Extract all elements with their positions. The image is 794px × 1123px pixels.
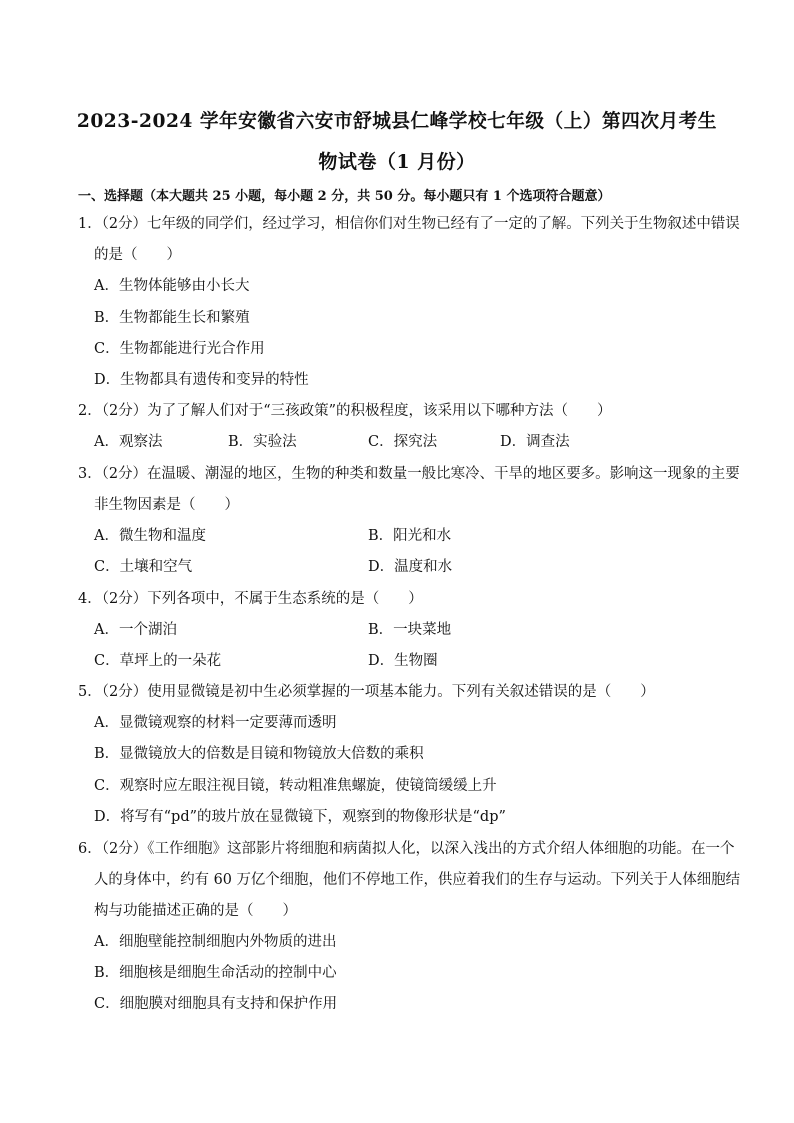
question-3-option-a: A．微生物和温度 — [94, 528, 206, 544]
question-6-stem-line-3: 构与功能描述正确的是（ ） — [94, 903, 297, 919]
question-5-option-a: A．显微镜观察的材料一定要薄而透明 — [94, 715, 337, 731]
question-4-option-d: D．生物圈 — [368, 653, 438, 669]
question-2-stem-line-1: 2．（2分）为了了解人们对于“三孩政策”的积极程度，该采用以下哪种方法（ ） — [78, 403, 612, 419]
question-2-option-b: B．实验法 — [228, 434, 297, 450]
question-1-option-c: C．生物都能进行光合作用 — [94, 341, 265, 357]
question-1-stem-line-2: 的是（ ） — [94, 247, 181, 263]
question-6-stem-line-1: 6．（2分）《工作细胞》这部影片将细胞和病菌拟人化，以深入浅出的方式介绍人体细胞的功能。在一个 — [78, 841, 735, 857]
question-5-stem-line-1: 5．（2分）使用显微镜是初中生必须掌握的一项基本能力。下列有关叙述错误的是（ ） — [78, 684, 655, 700]
question-2-option-d: D．调查法 — [500, 434, 570, 450]
question-3-stem-line-1: 3．（2分）在温暖、潮湿的地区，生物的种类和数量一般比寒冷、干旱的地区要多。影响这一现象的主要 — [78, 466, 740, 482]
question-2-option-a: A．观察法 — [94, 434, 163, 450]
question-5-option-b: B．显微镜放大的倍数是目镜和物镜放大倍数的乘积 — [94, 746, 424, 762]
question-1-option-a: A．生物体能够由小长大 — [94, 278, 250, 294]
question-3-option-b: B．阳光和水 — [368, 528, 452, 544]
question-5-option-d: D．将写有“pd”的玻片放在显微镜下，观察到的物像形状是“dp” — [94, 809, 506, 825]
question-2-option-c: C．探究法 — [368, 434, 438, 450]
question-6-option-b: B．细胞核是细胞生命活动的控制中心 — [94, 965, 337, 981]
question-4-option-b: B．一块菜地 — [368, 622, 452, 638]
exam-title-line-1: 2023-2024 学年安徽省六安市舒城县仁峰学校七年级（上）第四次月考生 — [76, 110, 718, 132]
question-1-option-b: B．生物都能生长和繁殖 — [94, 310, 250, 326]
question-1-option-d: D．生物都具有遗传和变异的特性 — [94, 372, 309, 388]
question-3-option-d: D．温度和水 — [368, 559, 453, 575]
question-6-option-a: A．细胞壁能控制细胞内外物质的进出 — [94, 934, 337, 950]
question-4-option-a: A．一个湖泊 — [94, 622, 177, 638]
question-1-stem-line-1: 1．（2分）七年级的同学们，经过学习，相信你们对生物已经有了一定的了解。下列关于生物叙述中错误 — [78, 216, 740, 232]
question-3-option-c: C．土壤和空气 — [94, 559, 193, 575]
question-6-stem-line-2: 人的身体中，约有 60 万亿个细胞，他们不停地工作，供应着我们的生存与运动。下列关于人体细胞结 — [94, 872, 740, 888]
question-6-option-c: C．细胞膜对细胞具有支持和保护作用 — [94, 996, 338, 1012]
exam-title-line-2: 物试卷（1 月份） — [318, 151, 476, 173]
section-heading: 一、选择题（本大题共 25 小题，每小题 2 分，共 50 分。每小题只有 1 个选项符合题意） — [78, 189, 611, 204]
question-4-option-c: C．草坪上的一朵花 — [94, 653, 222, 669]
question-3-stem-line-2: 非生物因素是（ ） — [94, 497, 239, 513]
question-5-option-c: C．观察时应左眼注视目镜，转动粗准焦螺旋，使镜筒缓缓上升 — [94, 778, 497, 794]
question-4-stem-line-1: 4．（2分）下列各项中，不属于生态系统的是（ ） — [78, 591, 423, 607]
